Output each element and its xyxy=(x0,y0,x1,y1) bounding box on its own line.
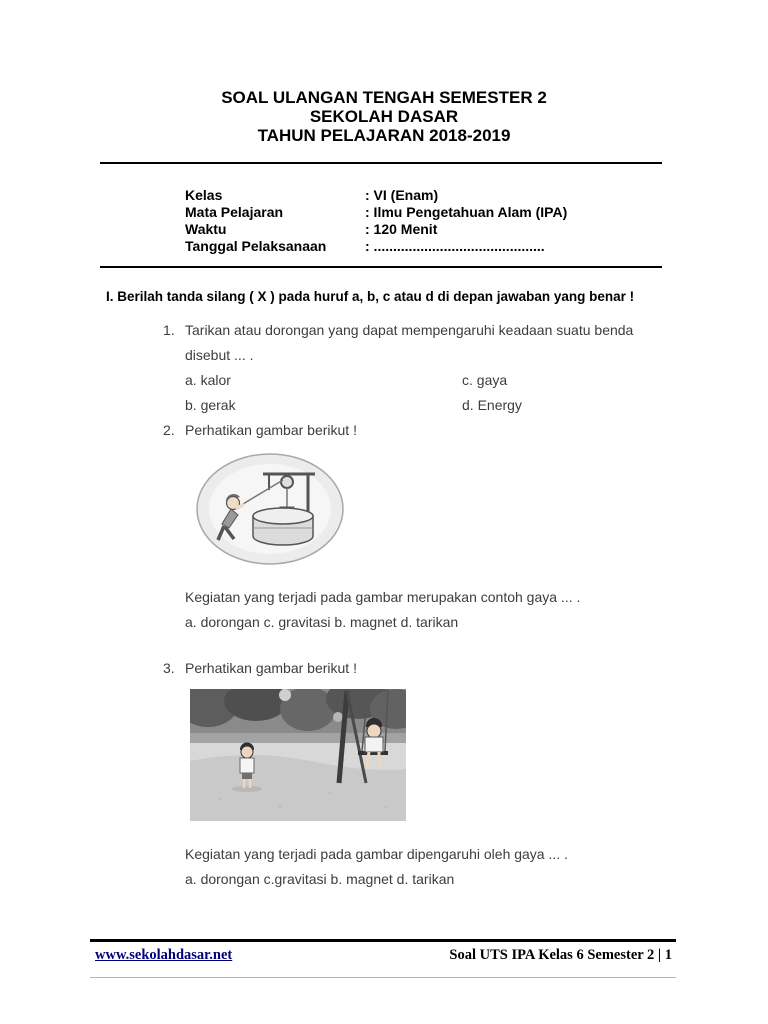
info-row-kelas xyxy=(185,187,768,204)
answer-options-line: a. dorongan c.gravitasi b. magnet d. tarikan xyxy=(185,871,455,887)
info-row-waktu xyxy=(185,221,768,238)
question-caption: Kegiatan yang terjadi pada gambar merupakan contoh gaya ... . xyxy=(185,589,581,605)
answer-options-line: a. dorongan c. gravitasi b. magnet d. tarikan xyxy=(185,614,459,630)
footer-bottom-divider xyxy=(90,977,676,978)
well-pulley-illustration xyxy=(195,452,345,566)
title-line-2: SEKOLAH DASAR xyxy=(309,107,459,126)
info-label: Kelas xyxy=(185,187,223,203)
question-3 xyxy=(163,656,768,892)
playground-swing-photo xyxy=(190,689,406,821)
info-label: Waktu xyxy=(185,221,227,237)
section-1-instruction: I. Berilah tanda silang ( X ) pada huruf a, b, c atau d di depan jawaban yang benar ! xyxy=(106,289,635,304)
footer-website-link[interactable]: www.sekolahdasar.net xyxy=(95,947,233,963)
title-line-3: TAHUN PELAJARAN 2018-2019 xyxy=(257,126,511,145)
info-row-tanggal xyxy=(185,238,768,255)
option-b: b. gerak xyxy=(185,397,236,413)
exam-info-block xyxy=(185,187,768,255)
question-number: 2. xyxy=(163,422,175,438)
option-a: a. kalor xyxy=(185,372,231,388)
divider-top xyxy=(100,162,662,164)
option-c: c. gaya xyxy=(462,372,508,388)
info-row-mata-pelajaran xyxy=(185,204,768,221)
question-text: Tarikan atau dorongan yang dapat mempengaruhi keadaan suatu benda disebut ... . xyxy=(185,322,634,363)
document-title xyxy=(0,0,768,145)
question-2 xyxy=(163,418,768,635)
info-value: : VI (Enam) xyxy=(365,187,439,203)
title-line-1: SOAL ULANGAN TENGAH SEMESTER 2 xyxy=(221,88,547,107)
footer-page-info: Soal UTS IPA Kelas 6 Semester 2 | 1 xyxy=(449,947,672,963)
footer-divider xyxy=(90,939,676,942)
question-number: 3. xyxy=(163,660,175,676)
question-list xyxy=(163,318,768,892)
info-label: Mata Pelajaran xyxy=(185,204,284,220)
question-1 xyxy=(163,318,768,418)
info-value: : Ilmu Pengetahuan Alam (IPA) xyxy=(365,204,568,220)
question-number: 1. xyxy=(163,322,175,338)
info-label: Tanggal Pelaksanaan xyxy=(185,238,327,254)
question-caption: Kegiatan yang terjadi pada gambar dipengaruhi oleh gaya ... . xyxy=(185,846,568,862)
info-value: : ............................................ xyxy=(365,238,545,254)
answer-options xyxy=(185,368,640,418)
question-text: Perhatikan gambar berikut ! xyxy=(185,422,357,438)
divider-info-bottom xyxy=(100,266,662,268)
page-footer xyxy=(95,947,672,964)
question-text: Perhatikan gambar berikut ! xyxy=(185,660,357,676)
info-value: : 120 Menit xyxy=(365,221,438,237)
option-d: d. Energy xyxy=(462,397,522,413)
